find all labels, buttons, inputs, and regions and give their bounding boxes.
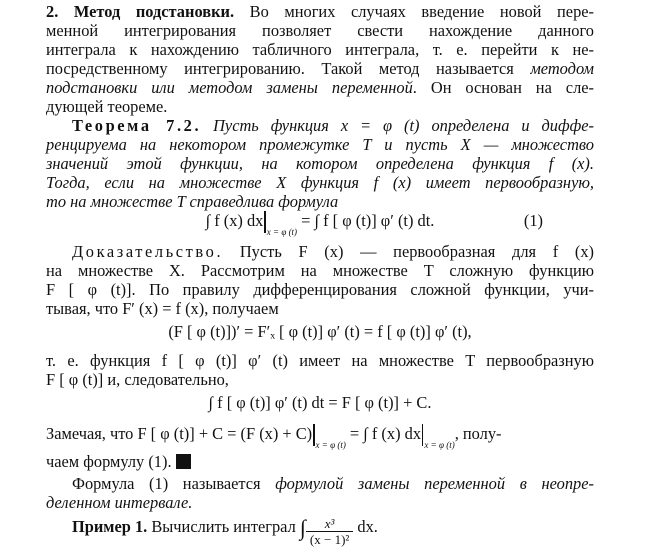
remark-line: Формула (1) называется формулой замены переменной в неопре- [72,474,594,493]
theorem-line: значений этой функции, на котором определена функция f (x). [46,154,594,173]
theorem-label: Теорема 7.2. [72,116,202,135]
proof-line: F [ φ (t)]. По правилу дифференцирования сложной функции, учи- [46,280,594,299]
para-line: дующей теореме. [46,97,168,116]
proof-label: Доказательство. [72,242,224,261]
theorem-line: ренцируема на некотором промежутке T и пусть X — множество [46,135,594,154]
theorem-line: Тогда, если на множестве X функция f (x) имеет первообразную, [46,173,594,192]
para-line: 2. Метод подстановки. Во многих случаях введение новой пере- [46,2,594,21]
fraction: $\frac{\text{x³}}{\text{(x − 1)²}}$ [306,516,353,547]
term: методом [530,59,594,78]
integral-sign: ∫ [299,515,306,540]
proof-line: тывая, что F′ (x) = f (x), получаем [46,299,279,318]
term: подстановки или методом замены переменной [46,78,413,97]
formula-3: ∫ f [ φ (t)] φ′ (t) dt = F [ φ (t)] + C. [208,393,432,412]
qed-square-icon [176,454,191,469]
proof-line: чаем формулу (1). [46,452,594,471]
proof-line: Доказательство. Пусть F (x) — первообразная для f (x) [72,242,594,261]
para-line: интеграла к нахождению табличного интеграла, т. е. перейти к не- [46,40,594,59]
section-heading: 2. Метод подстановки. [46,2,235,21]
proof-line: т. е. функция f [ φ (t)] φ′ (t) имеет на множестве T первообразную [46,351,594,370]
equation-number: (1) [523,211,543,230]
example-line: Пример 1. Вычислить интеграл ∫ $\frac{\text{x³}}{\text{(x − 1)²}}$ dx. [72,515,378,547]
para-line: посредственному интегрированию. Такой метод называется методом [46,59,594,78]
theorem-line: Теорема 7.2. Пусть функция x = φ (t) определена и диффе- [72,116,594,135]
proof-line: на множестве X. Рассмотрим на множестве T сложную функцию [46,261,594,280]
para-line: подстановки или методом замены переменной. Он основан на сле- [46,78,594,97]
formula-1: ∫ f (x) $dx_{x = \varphi (t)}$ = ∫ f [ φ (t)] φ′ (t) dt. (1) [46,208,594,238]
para-line: менной интегрирования позволяет свести нахождение данного [46,21,594,40]
formula-2: (F [ φ (t)])′ = F′ₓ [ φ (t)] φ′ (t) = f [ φ (t)] φ′ (t), [168,322,472,341]
theorem-line: то на множестве T справедлива формула [46,192,339,211]
example-label: Пример 1. [72,517,148,536]
proof-line: F [ φ (t)] и, следовательно, [46,370,229,389]
proof-closing-line: Замечая, что F [ φ (t)] + C = (F $(x) + C)_{x = \varphi (t)}$ = ∫ f (x) $dx_{x = \varphi (t)}$, полу- [46,424,502,450]
remark-line: деленном интервале. [46,493,193,512]
